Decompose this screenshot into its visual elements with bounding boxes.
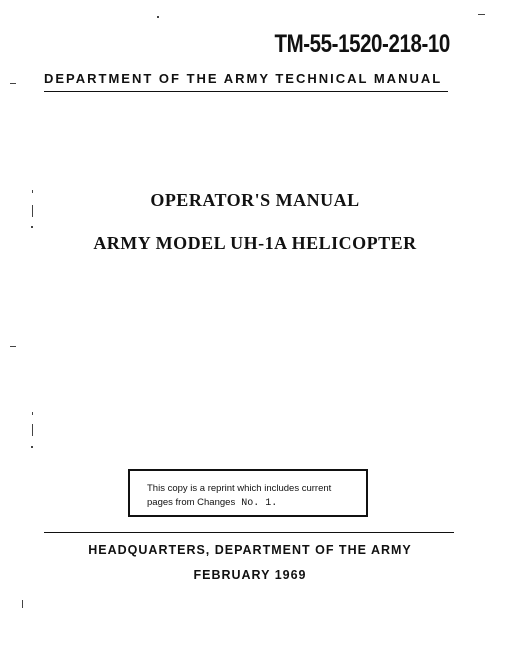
manual-title: OPERATOR'S MANUAL bbox=[150, 190, 360, 210]
header-rule bbox=[44, 91, 448, 92]
scan-speck bbox=[478, 14, 485, 15]
scan-speck bbox=[10, 83, 16, 84]
headquarters-line: HEADQUARTERS, DEPARTMENT OF THE ARMY bbox=[88, 543, 412, 557]
scan-speck bbox=[32, 190, 33, 193]
publication-date: FEBRUARY 1969 bbox=[193, 568, 307, 582]
scan-speck bbox=[22, 600, 23, 608]
scan-speck bbox=[10, 346, 16, 347]
footer-rule bbox=[44, 532, 454, 533]
manual-subtitle: ARMY MODEL UH-1A HELICOPTER bbox=[93, 233, 417, 253]
reprint-change-number: No. 1. bbox=[241, 498, 278, 509]
scan-speck bbox=[157, 16, 159, 18]
scan-speck bbox=[31, 226, 33, 228]
tm-number: TM-55-1520-218-10 bbox=[274, 30, 450, 58]
reprint-notice-box bbox=[128, 469, 368, 517]
reprint-notice-line-1: This copy is a reprint which includes current bbox=[147, 483, 332, 494]
department-line: DEPARTMENT OF THE ARMY TECHNICAL MANUAL bbox=[44, 71, 443, 86]
scan-speck bbox=[32, 424, 33, 436]
scan-speck bbox=[32, 412, 33, 415]
reprint-notice-line-2 bbox=[147, 496, 366, 511]
reprint-notice-changes-label: pages from Changes bbox=[147, 497, 236, 508]
scan-speck bbox=[31, 446, 33, 448]
scan-speck bbox=[32, 205, 33, 217]
